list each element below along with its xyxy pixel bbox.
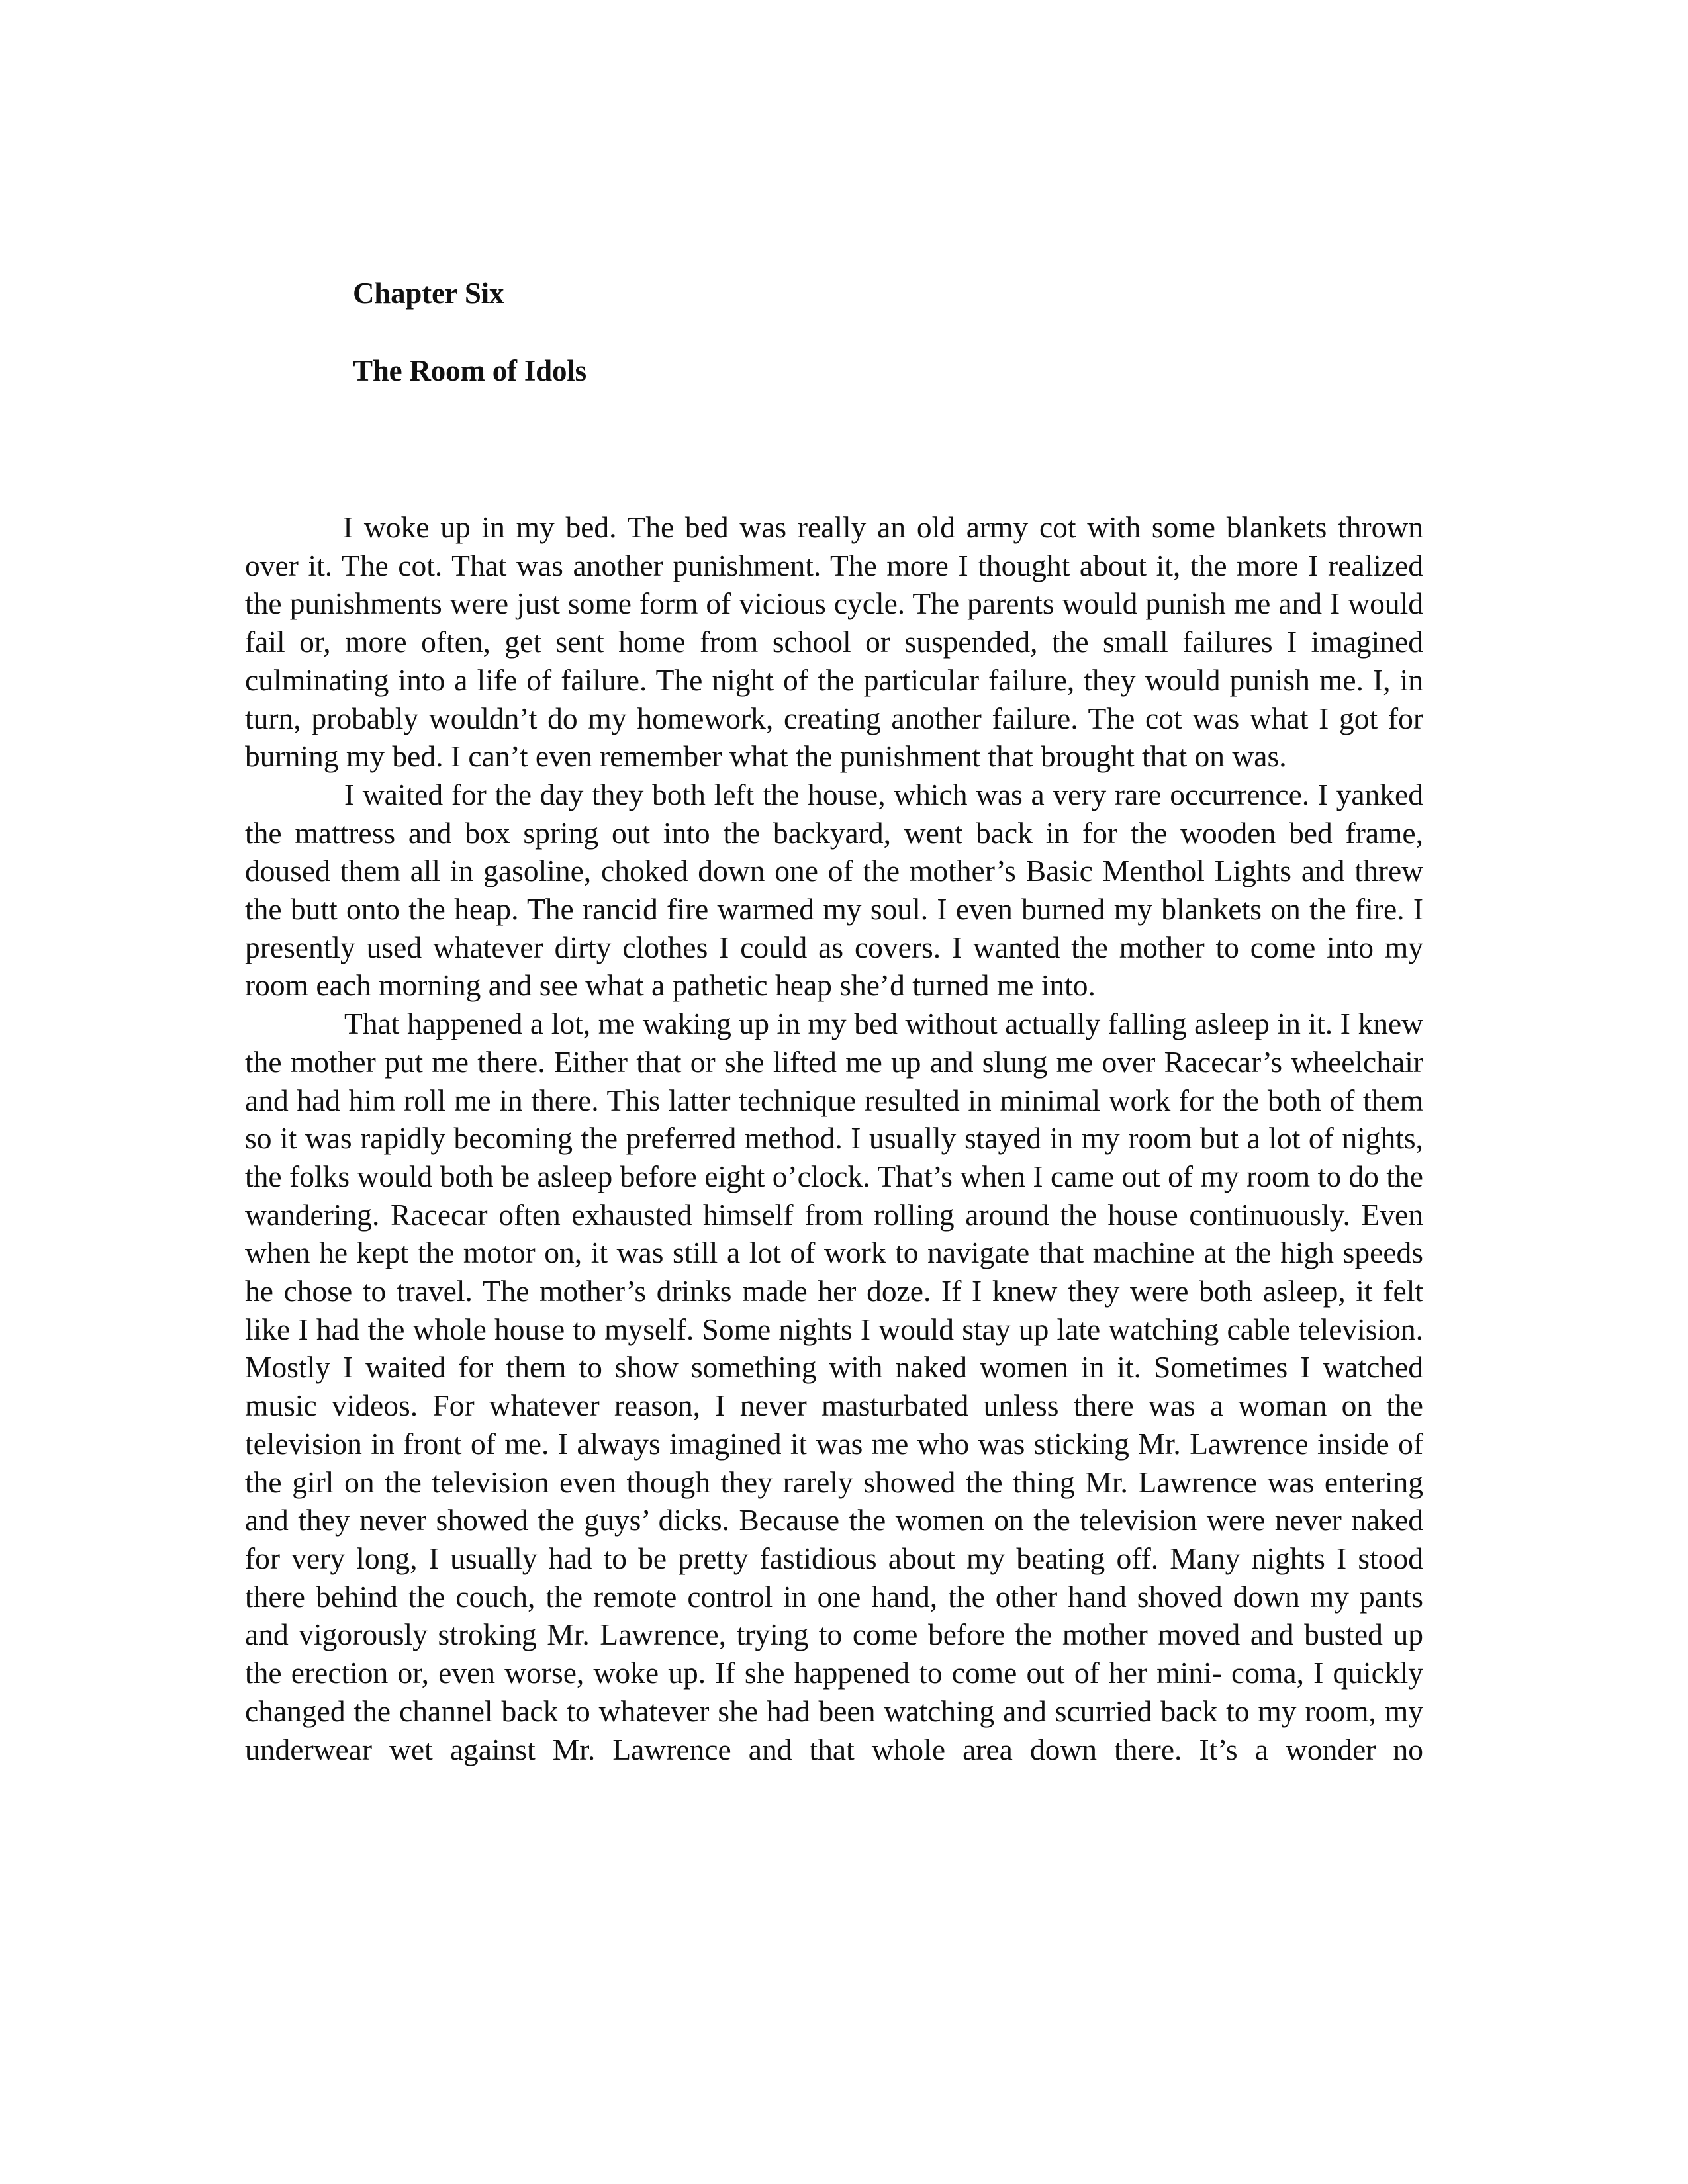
chapter-body	[245, 508, 1423, 1768]
body-paragraph-3: That happened a lot, me waking up in my bed without actually falling asleep in it. I knew the mother put me there. Either that or she lifted me up and slung me over Racecar’s wheelchair and had him roll me in there. This latter technique resulted in minimal work for the both of them so it was rapidly becoming the preferred method. I usually stayed in my room but a lot of nights, the folks would both be asleep before eight o’clock. That’s when I came out of my room to do the wandering. Racecar often exhausted himself from rolling around the house continuously. Even when he kept the motor on, it was still a lot of work to navigate that machine at the high speeds he chose to travel. The mother’s drinks made her doze. If I knew they were both asleep, it felt like I had the whole house to myself. Some nights I would stay up late watching cable television. Mostly I waited for them to show something with naked women in it. Sometimes I watched music videos. For whatever reason, I never masturbated unless there was a woman on the television in front of me. I always imagined it was me who was sticking Mr. Lawrence inside of the girl on the television even though they rarely showed the thing Mr. Lawrence was entering and they never showed the guys’ dicks. Because the women on the television were never naked for very long, I usually had to be pretty fastidious about my beating off. Many nights I stood there behind the couch, the remote control in one hand, the other hand shoved down my pants and vigorously stroking Mr. Lawrence, trying to come before the mother moved and busted up the erection or, even worse, woke up. If she happened to come out of her mini- coma, I quickly changed the channel back to whatever she had been watching and scurried back to my room, my underwear wet against Mr. Lawrence and that whole area down there. It’s a wonder no	[245, 1007, 1423, 1766]
chapter-title: The Room of Idols	[353, 354, 586, 387]
body-paragraph-1: I woke up in my bed. The bed was really an old army cot with some blankets thrown over it. The cot. That was another punishment. The more I thought about it, the more I realized the punishments were just some form of vicious cycle. The parents would punish me and I would fail or, more often, get sent home from school or suspended, the small failures I imagined culminating into a life of failure. The night of the particular failure, they would punish me. I, in turn, probably wouldn’t do my homework, creating another failure. The cot was what I got for burning my bed. I can’t even remember what the punishment that brought that on was.	[245, 510, 1423, 774]
body-paragraph-2: I waited for the day they both left the house, which was a very rare occurrence. I yanked the mattress and box spring out into the backyard, went back in for the wooden bed frame, doused them all in gasoline, choked down one of the mother’s Basic Menthol Lights and threw the butt onto the heap. The rancid fire warmed my soul. I even burned my blankets on the fire. I presently used whatever dirty clothes I could as covers. I wanted the mother to come into my room each morning and see what a pathetic heap she’d turned me into.	[245, 777, 1423, 1003]
chapter-label: Chapter Six	[353, 277, 504, 310]
